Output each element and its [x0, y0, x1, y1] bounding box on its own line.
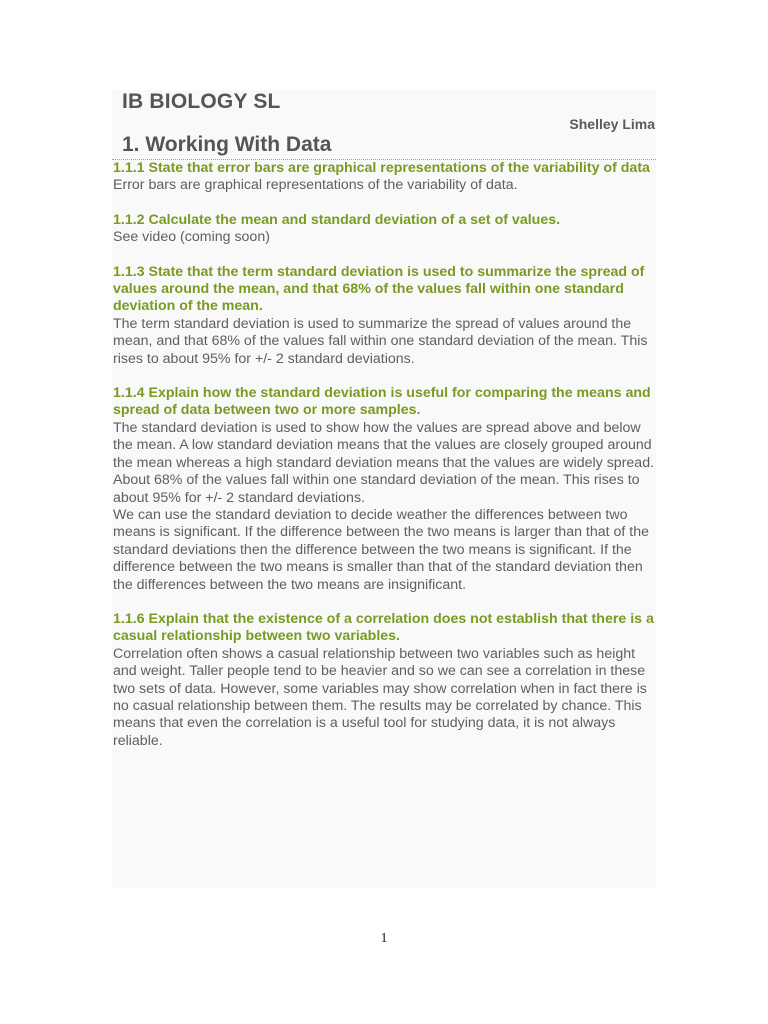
objective-heading: 1.1.2 Calculate the mean and standard deviation of a set of values.: [113, 211, 561, 228]
objective-text: The term standard deviation is used to summarize the spread of values around the mean, and that 68% of the values fall within one standard deviation of the mean. This rises to about 95% for +/- 2 standard deviations.: [113, 315, 648, 367]
author-name: Shelley Lima: [569, 116, 655, 132]
objective-1-1-6: [113, 611, 656, 750]
document-body: [113, 160, 656, 767]
objective-text-continued: We can use the standard deviation to decide weather the differences between two means is significant. If the difference between the two means is larger than that of the standard deviations then the difference between the two means is significant. If the difference between the two means is smaller than that of the standard deviation then the differences between the two means are insignificant.: [113, 506, 650, 593]
objective-text: The standard deviation is used to show how the values are spread above and below the mean. A low standard deviation means that the values are closely grouped around the mean whereas a high standard deviation means that the values are widely spread. About 68% of the values fall within one standard deviation of the mean. This rises to about 95% for +/- 2 standard deviations.: [113, 419, 655, 506]
page-number: 1: [380, 931, 388, 946]
objective-1-1-1: [113, 160, 656, 195]
objective-1-1-3: [113, 264, 656, 368]
objective-heading: 1.1.6 Explain that the existence of a correlation does not establish that there is a casual relationship between two variables.: [113, 610, 654, 645]
section-title: 1. Working With Data: [122, 133, 332, 156]
objective-heading: 1.1.3 State that the term standard deviation is used to summarize the spread of values around the mean, and that 68% of the values fall within one standard deviation of the mean.: [113, 263, 645, 315]
objective-heading: 1.1.4 Explain how the standard deviation is useful for comparing the means and spread of data between two or more samples.: [113, 385, 651, 419]
objective-text: Correlation often shows a casual relationship between two variables such as height and weight. Taller people tend to be heavier and so we can see a correlation in these two sets of data. However, some variables may show correlation when in fact there is no casual relationship between them. The results may be correlated by chance. This means that even the correlation is a useful tool for studying data, it is not always reliable.: [113, 645, 647, 749]
objective-text: See video (coming soon): [113, 229, 270, 246]
objective-text: Error bars are graphical representations of the variability of data.: [113, 177, 518, 194]
objective-1-1-4: [113, 385, 656, 594]
objective-heading: 1.1.1 State that error bars are graphical representations of the variability of data: [113, 160, 650, 176]
document-title: IB BIOLOGY SL: [122, 90, 281, 113]
objective-1-1-2: [113, 212, 656, 247]
